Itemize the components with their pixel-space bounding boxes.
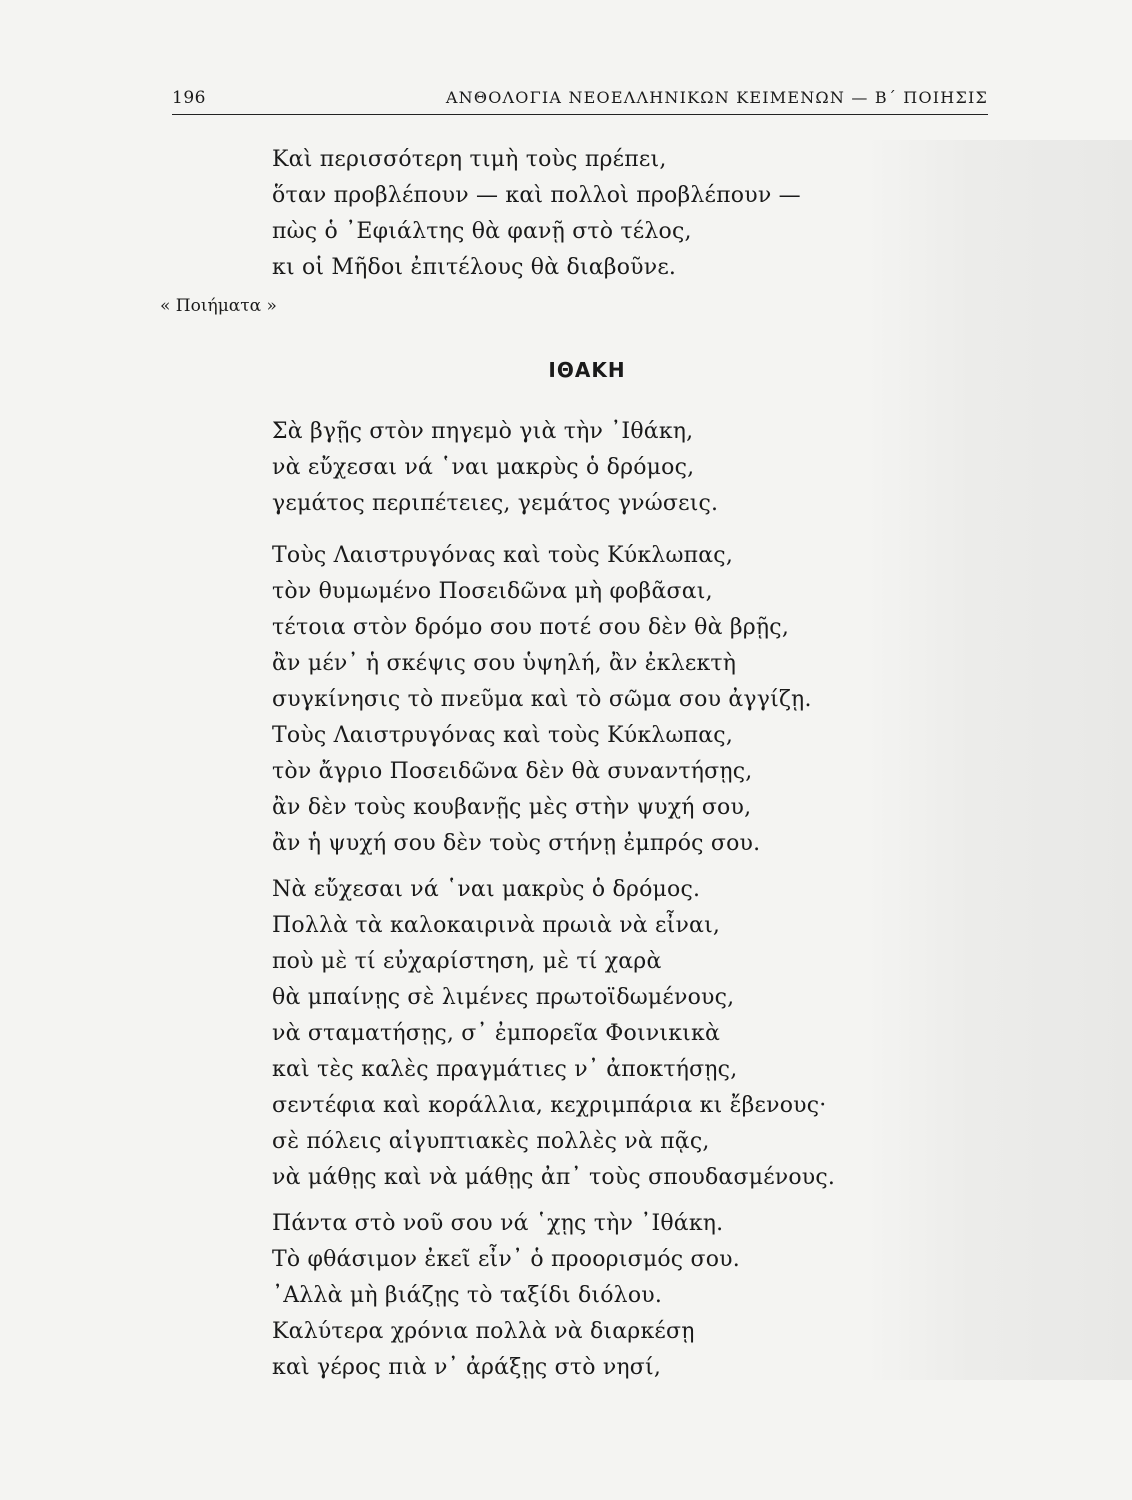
verse-line: κι οἱ Μῆδοι ἐπιτέλους θὰ διαβοῦνε.: [272, 255, 677, 280]
previous-poem-ending: [272, 142, 801, 286]
verse-line: ἂν δὲν τοὺς κουβανῇς μὲς στὴν ψυχή σου,: [272, 795, 752, 820]
stanza-4: [272, 1206, 740, 1386]
verse-line: συγκίνησις τὸ πνεῦμα καὶ τὸ σῶμα σου ἀγγίζῃ.: [272, 687, 812, 712]
verse-line: Τοὺς Λαιστρυγόνας καὶ τοὺς Κύκλωπας,: [272, 723, 734, 748]
verse-line: ποὺ μὲ τί εὐχαρίστηση, μὲ τί χαρὰ: [272, 949, 662, 974]
verse-line: Καλύτερα χρόνια πολλὰ νὰ διαρκέσῃ: [272, 1319, 695, 1344]
stanza-2: [272, 538, 812, 862]
verse-line: τέτοια στὸν δρόμο σου ποτέ σου δὲν θὰ βρῇς,: [272, 615, 790, 640]
verse-line: ᾿Αλλὰ μὴ βιάζῃς τὸ ταξίδι διόλου.: [272, 1283, 663, 1308]
page-number: 196: [172, 88, 206, 108]
verse-line: Καὶ περισσότερη τιμὴ τοὺς πρέπει,: [272, 147, 667, 172]
stanza-3: [272, 872, 835, 1196]
verse-line: τὸν θυμωμένο Ποσειδῶνα μὴ φοβᾶσαι,: [272, 579, 713, 604]
verse-line: νὰ σταματήσῃς, σ᾿ ἐμπορεῖα Φοινικικὰ: [272, 1021, 720, 1046]
verse-line: νὰ μάθῃς καὶ νὰ μάθῃς ἀπ᾿ τοὺς σπουδασμένους.: [272, 1165, 836, 1190]
verse-line: σὲ πόλεις αἰγυπτιακὲς πολλὲς νὰ πᾷς,: [272, 1129, 710, 1154]
verse-line: ὅταν προβλέπουν — καὶ πολλοὶ προβλέπουν —: [272, 183, 801, 208]
verse-line: γεμάτος περιπέτειες, γεμάτος γνώσεις.: [272, 491, 719, 516]
verse-line: ἂν μέν᾿ ἡ σκέψις σου ὑψηλή, ἂν ἐκλεκτὴ: [272, 651, 737, 676]
verse-line: Πολλὰ τὰ καλοκαιρινὰ πρωιὰ νὰ εἶναι,: [272, 913, 721, 938]
verse-line: θὰ μπαίνῃς σὲ λιμένες πρωτοϊδωμένους,: [272, 985, 735, 1010]
stanza-1: [272, 414, 718, 522]
verse-line: καὶ γέρος πιὰ ν᾿ ἀράξῃς στὸ νησί,: [272, 1355, 662, 1380]
verse-line: Τὸ φθάσιμον ἐκεῖ εἶν᾿ ὁ προορισμός σου.: [272, 1247, 740, 1272]
verse-line: νὰ εὔχεσαι νά ῾ναι μακρὺς ὁ δρόμος,: [272, 455, 695, 480]
verse-line: καὶ τὲς καλὲς πραγμάτιες ν᾿ ἀποκτήσῃς,: [272, 1057, 738, 1082]
verse-line: Σὰ βγῇς στὸν πηγεμὸ γιὰ τὴν ᾿Ιθάκη,: [272, 419, 694, 444]
source-citation: « Ποιήματα »: [160, 296, 277, 316]
page-header: [172, 86, 988, 115]
verse-line: Πάντα στὸ νοῦ σου νά ῾χῃς τὴν ᾿Ιθάκη.: [272, 1211, 724, 1236]
verse-line: ἂν ἡ ψυχή σου δὲν τοὺς στήνῃ ἐμπρός σου.: [272, 831, 761, 856]
verse-line: σεντέφια καὶ κοράλλια, κεχριμπάρια κι ἔβενους·: [272, 1093, 827, 1118]
verse-line: τὸν ἄγριο Ποσειδῶνα δὲν θὰ συναντήσῃς,: [272, 759, 753, 784]
verse-line: Νὰ εὔχεσαι νά ῾ναι μακρὺς ὁ δρόμος.: [272, 877, 701, 902]
poem-title: ΙΘΑΚΗ: [548, 358, 626, 382]
running-head: ΑΝΘΟΛΟΓΙΑ ΝΕΟΕΛΛΗΝΙΚΩΝ ΚΕΙΜΕΝΩΝ — Β΄ ΠΟΙΗΣΙΣ: [445, 88, 988, 107]
show-through-shadow: [864, 140, 1132, 1380]
verse-line: Τοὺς Λαιστρυγόνας καὶ τοὺς Κύκλωπας,: [272, 543, 734, 568]
verse-line: πὼς ὁ ᾿Εφιάλτης θὰ φανῇ στὸ τέλος,: [272, 219, 692, 244]
